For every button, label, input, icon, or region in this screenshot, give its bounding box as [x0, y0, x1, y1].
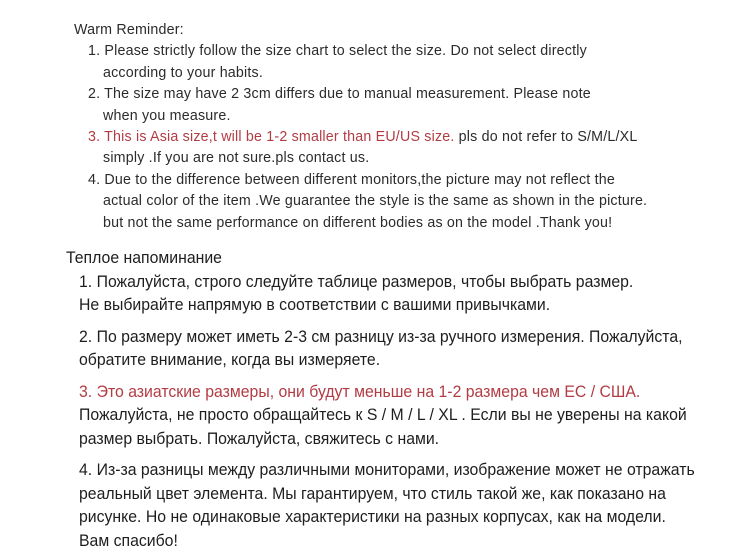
english-item-3-line-1 [88, 126, 750, 147]
russian-item-2-line-2: обратите внимание, когда вы измеряете. [79, 350, 381, 369]
russian-item-4-line-1: 4. Из-за разницы между различными мониторами, изображение может не отражать [79, 460, 695, 479]
russian-item-2 [0, 325, 750, 372]
russian-item-3-line-1 [79, 380, 750, 404]
english-heading [74, 19, 750, 40]
english-item-3-line-2: simply .If you are not sure.pls contact us. [103, 149, 370, 167]
russian-item-3-line-2: Пожалуйста, не просто обращайтесь к S / M / L / XL . Если вы не уверены на какой [79, 405, 687, 424]
russian-item-3-line-3: размер выбрать. Пожалуйста, свяжитесь с нами. [79, 428, 440, 448]
russian-item-1-line-1: 1. Пожалуйста, строго следуйте таблице размеров, чтобы выбрать размер. [79, 271, 634, 291]
russian-item-4-line-4: Вам спасибо! [79, 530, 178, 550]
russian-item-3-red-text: 3. Это азиатские размеры, они будут меньше на 1-2 размера чем ЕС / США. [79, 381, 641, 401]
russian-reminder-section [0, 246, 750, 556]
russian-heading [66, 246, 750, 270]
english-item-1-line-1: 1. Please strictly follow the size chart to select the size. Do not select directly [88, 42, 587, 60]
russian-item-1-line-2: Не выбирайте напрямую в соответствии с вашими привычками. [79, 295, 551, 314]
english-item-3-black-text: pls do not refer to S/M/L/XL [454, 128, 638, 146]
russian-item-4-line-2: реальный цвет элемента. Мы гарантируем, что стиль такой же, как показано на [79, 483, 666, 503]
russian-item-4-line-3: рисунке. Но не одинаковые характеристики на разных корпусах, как на модели. [79, 507, 666, 526]
english-item-2-line-1: 2. The size may have 2 3cm differs due to manual measurement. Please note [88, 85, 591, 103]
russian-item-3 [0, 380, 750, 451]
english-item-1-line-2: according to your habits. [103, 63, 264, 81]
english-item-2-line-2: when you measure. [103, 106, 231, 124]
english-reminder-section [0, 19, 750, 233]
english-item-4-line-2: actual color of the item .We guarantee the style is the same as shown in the picture. [103, 192, 648, 210]
russian-item-1 [0, 270, 750, 317]
russian-item-2-line-1: 2. По размеру может иметь 2-3 см разницу из-за ручного измерения. Пожалуйста, [79, 326, 683, 346]
english-item-3-red-text: 3. This is Asia size,t will be 1-2 smaller than EU/US size. [88, 128, 455, 146]
english-heading-text: Warm Reminder: [74, 21, 184, 38]
russian-heading-text: Теплое напоминание [66, 248, 222, 267]
russian-item-4 [0, 458, 750, 552]
english-item-4-line-1: 4. Due to the difference between different monitors,the picture may not reflect the [88, 170, 615, 188]
english-item-4-line-3: but not the same performance on different bodies as on the model .Thank you! [103, 213, 613, 231]
